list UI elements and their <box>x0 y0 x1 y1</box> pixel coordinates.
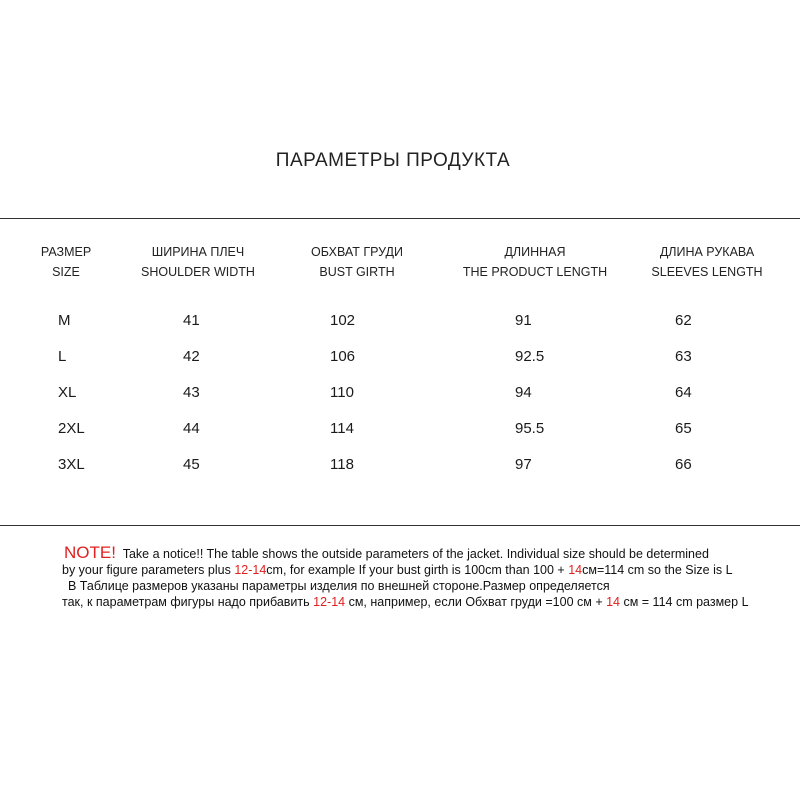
header-bust <box>292 242 422 282</box>
header-shoulder <box>128 242 268 282</box>
cell-size: XL <box>58 384 77 401</box>
header-bust-en: BUST GIRTH <box>319 265 395 279</box>
note-text-4b: см, например, если Обхват груди =100 см + <box>345 595 607 609</box>
note-text-2b: cm, for example If your bust girth is 100cm than 100 + <box>266 563 569 577</box>
header-length-en: THE PRODUCT LENGTH <box>462 265 608 279</box>
cell-shoulder: 41 <box>183 312 200 329</box>
header-bust-ru: ОБХВАТ ГРУДИ <box>310 245 404 259</box>
header-shoulder-en: SHOULDER WIDTH <box>141 265 255 279</box>
cell-size: 3XL <box>58 456 85 473</box>
cell-bust: 118 <box>330 456 354 473</box>
header-sleeves-ru: ДЛИНА РУКАВА <box>659 245 755 259</box>
note-highlight: 12-14 <box>313 595 346 609</box>
cell-length: 91 <box>515 312 532 329</box>
cell-size: L <box>58 348 67 365</box>
cell-sleeves: 63 <box>675 348 692 365</box>
cell-bust: 110 <box>330 384 354 401</box>
cell-size: 2XL <box>58 420 85 437</box>
note-line-4 <box>62 594 794 610</box>
cell-shoulder: 44 <box>183 420 200 437</box>
note-text-4c: см = 114 cm размер L <box>620 595 749 609</box>
header-size <box>22 242 110 282</box>
note-text-2c: см=114 cm so the Size is L <box>582 563 733 577</box>
note-line-2 <box>62 562 794 578</box>
cell-bust: 106 <box>330 348 356 365</box>
note-label: NOTE! <box>64 543 116 562</box>
page-title: ПАРАМЕТРЫ ПРОДУКТА <box>275 150 511 171</box>
header-size-ru: РАЗМЕР <box>40 245 92 259</box>
cell-sleeves: 64 <box>675 384 692 401</box>
header-sleeves <box>637 242 777 282</box>
table-row <box>0 312 800 332</box>
table-bottom-divider <box>0 525 800 526</box>
header-size-en: SIZE <box>52 265 80 279</box>
table-row <box>0 348 800 368</box>
cell-bust: 114 <box>330 420 354 437</box>
note-text-4a: так, к параметрам фигуры надо прибавить <box>62 595 314 609</box>
note-text-1: Take a notice!! The table shows the outside parameters of the jacket. Individual size should be determined <box>122 547 709 561</box>
cell-shoulder: 42 <box>183 348 200 365</box>
table-row <box>0 420 800 440</box>
cell-length: 92.5 <box>515 348 545 365</box>
note-highlight: 14 <box>568 563 583 577</box>
cell-shoulder: 43 <box>183 384 200 401</box>
header-length-ru: ДЛИННАЯ <box>504 245 566 259</box>
cell-sleeves: 65 <box>675 420 692 437</box>
note-line-1 <box>64 545 794 562</box>
cell-length: 94 <box>515 384 532 401</box>
cell-length: 97 <box>515 456 532 473</box>
note-line-3: В Таблице размеров указаны параметры изделия по внешней стороне.Размер определяется <box>68 579 610 593</box>
cell-length: 95.5 <box>515 420 545 437</box>
cell-shoulder: 45 <box>183 456 200 473</box>
cell-sleeves: 62 <box>675 312 692 329</box>
size-note <box>64 545 794 610</box>
header-length <box>450 242 620 282</box>
table-row <box>0 456 800 476</box>
cell-bust: 102 <box>330 312 356 329</box>
table-row <box>0 384 800 404</box>
table-top-divider <box>0 218 800 219</box>
note-text-2a: by your figure parameters plus <box>62 563 235 577</box>
cell-size: M <box>58 312 71 329</box>
note-highlight: 12-14 <box>234 563 267 577</box>
cell-sleeves: 66 <box>675 456 692 473</box>
header-shoulder-ru: ШИРИНА ПЛЕЧ <box>151 245 245 259</box>
note-highlight: 14 <box>606 595 620 609</box>
header-sleeves-en: SLEEVES LENGTH <box>651 265 763 279</box>
